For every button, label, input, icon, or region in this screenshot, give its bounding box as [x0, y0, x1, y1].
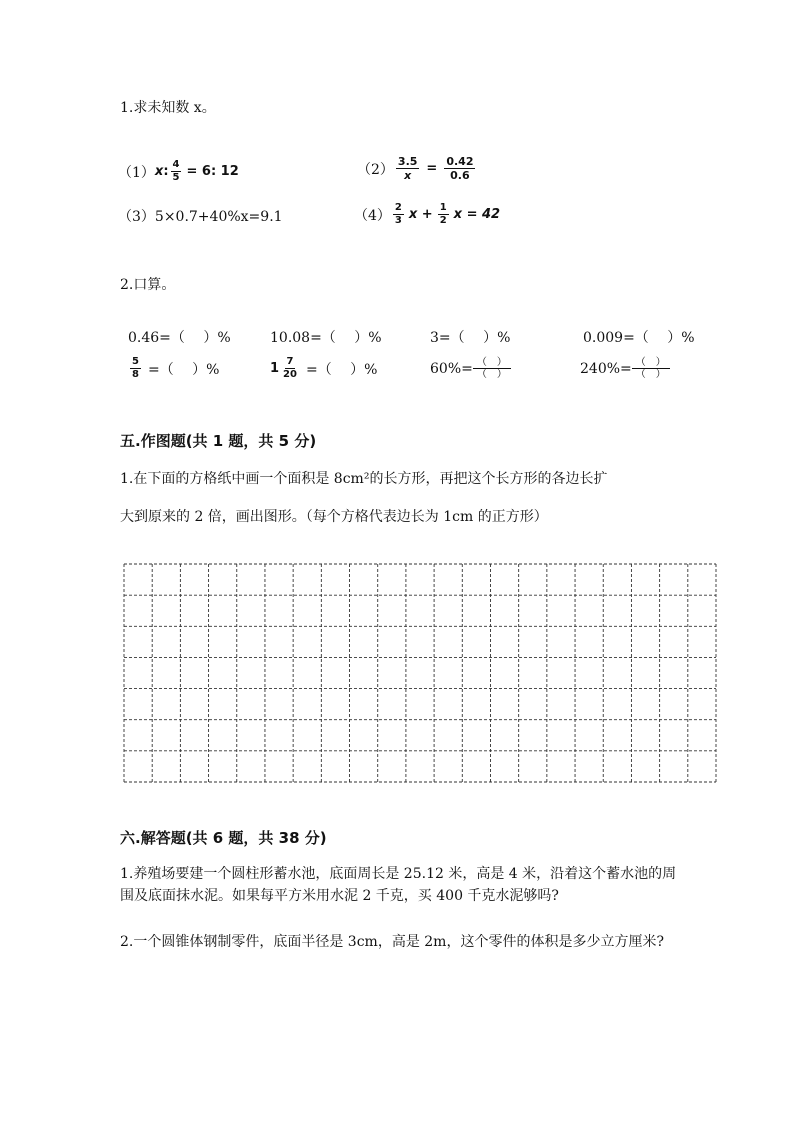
equation-4-fraction-2-numerator: 1: [439, 202, 447, 213]
oral-calc-r1c1: 0.46=（ ）%: [128, 330, 231, 346]
oral-calc-r1c2: 10.08=（ ）%: [270, 330, 382, 346]
oral-calc-r2c2-numerator: 7: [286, 356, 294, 367]
equation-1-fraction: [171, 160, 182, 183]
section-6-q1: 1.养殖场要建一个圆柱形蓄水池，底面周长是 25.12 米，高是 4 米，沿着这个蓄水池的周围及底面抹水泥。如果每平方米用水泥 2 千克，买 400 千克水泥够吗?: [120, 866, 677, 904]
section-5-heading: 五.作图题(共 1 题，共 5 分): [120, 432, 317, 450]
equation-1-fraction-numerator: 4: [172, 159, 180, 170]
equation-4-fraction-2-denominator: 2: [439, 215, 447, 226]
oral-calc-r2c2-denominator: 20: [283, 369, 297, 380]
equation-2-left-fraction: [396, 156, 420, 181]
equation-1: [118, 160, 239, 183]
equation-2-equals: =: [426, 161, 438, 176]
equation-2: [357, 156, 477, 181]
oral-calc-r2c4-denominator-blank: （ ）: [635, 369, 666, 380]
equation-2-left-numerator: 3.5: [397, 155, 418, 168]
oral-calc-r2c3-prefix: 60%=: [430, 360, 473, 377]
oral-calc-r2c1-numerator: 5: [132, 356, 139, 367]
equation-1-label: （1）: [118, 164, 155, 181]
equation-4-fraction-2: [438, 203, 449, 226]
equation-2-right-denominator: 0.6: [450, 169, 470, 182]
oral-calc-r2c3-denominator-blank: （ ）: [476, 369, 507, 380]
oral-calc-r2c4-numerator-blank: （ ）: [632, 357, 670, 369]
equation-4-fraction-1-numerator: 2: [394, 202, 402, 213]
oral-calc-r2c1: [128, 357, 219, 380]
equation-4-fraction-1: [393, 203, 404, 226]
equation-4-middle: x +: [408, 207, 433, 222]
equation-2-label: （2）: [357, 161, 394, 178]
oral-calc-r2c1-denominator: 8: [132, 369, 139, 380]
oral-calc-r2c1-rest: =（ ）%: [147, 361, 220, 378]
equation-3: （3）5×0.7+40%x=9.1: [118, 209, 283, 225]
section-6-heading: 六.解答题(共 6 题，共 38 分): [120, 829, 327, 847]
section-5-q1-line-1: 1.在下面的方格纸中画一个面积是 8cm²的长方形，再把这个长方形的各边长扩: [120, 471, 608, 487]
oral-calc-r2c3-fraction: [473, 357, 511, 380]
equation-1-colon: :: [163, 164, 169, 179]
q1-title: 1.求未知数 x。: [120, 100, 216, 116]
equation-1-variable: x: [154, 164, 164, 179]
oral-calc-r2c4: [580, 357, 670, 380]
oral-calc-r2c1-fraction: [130, 357, 141, 380]
oral-calc-r2c4-fraction: [632, 357, 670, 380]
oral-calc-r2c2-whole: 1: [270, 361, 280, 376]
equation-2-right-numerator: 0.42: [446, 155, 474, 168]
equation-4-end: x = 42: [453, 207, 501, 222]
oral-calc-r1c4: 0.009=（ ）%: [583, 330, 695, 346]
equation-4: [354, 203, 500, 226]
equation-1-fraction-denominator: 5: [172, 172, 180, 183]
equation-2-right-fraction: [444, 156, 475, 181]
q2-title: 2.口算。: [120, 277, 176, 293]
equation-1-rest: = 6: 12: [186, 164, 239, 179]
oral-calc-r2c2-fraction: [281, 357, 299, 380]
equation-4-fraction-1-denominator: 3: [394, 215, 402, 226]
square-grid-paper[interactable]: [123, 563, 717, 783]
oral-calc-r2c4-prefix: 240%=: [580, 360, 632, 377]
oral-calc-r1c3: 3=（ ）%: [430, 330, 511, 346]
equation-4-label: （4）: [354, 207, 391, 224]
section-5-q1-line-2: 大到原来的 2 倍，画出图形。（每个方格代表边长为 1cm 的正方形）: [120, 509, 548, 525]
oral-calc-r2c2: [270, 357, 377, 380]
oral-calc-r2c3: [430, 357, 511, 380]
oral-calc-r2c2-rest: =（ ）%: [305, 361, 378, 378]
equation-2-left-denominator: x: [404, 169, 412, 182]
oral-calc-r2c3-numerator-blank: （ ）: [473, 357, 511, 369]
section-6-q2: 2.一个圆锥体钢制零件，底面半径是 3cm，高是 2m，这个零件的体积是多少立方厘米?: [120, 934, 664, 950]
